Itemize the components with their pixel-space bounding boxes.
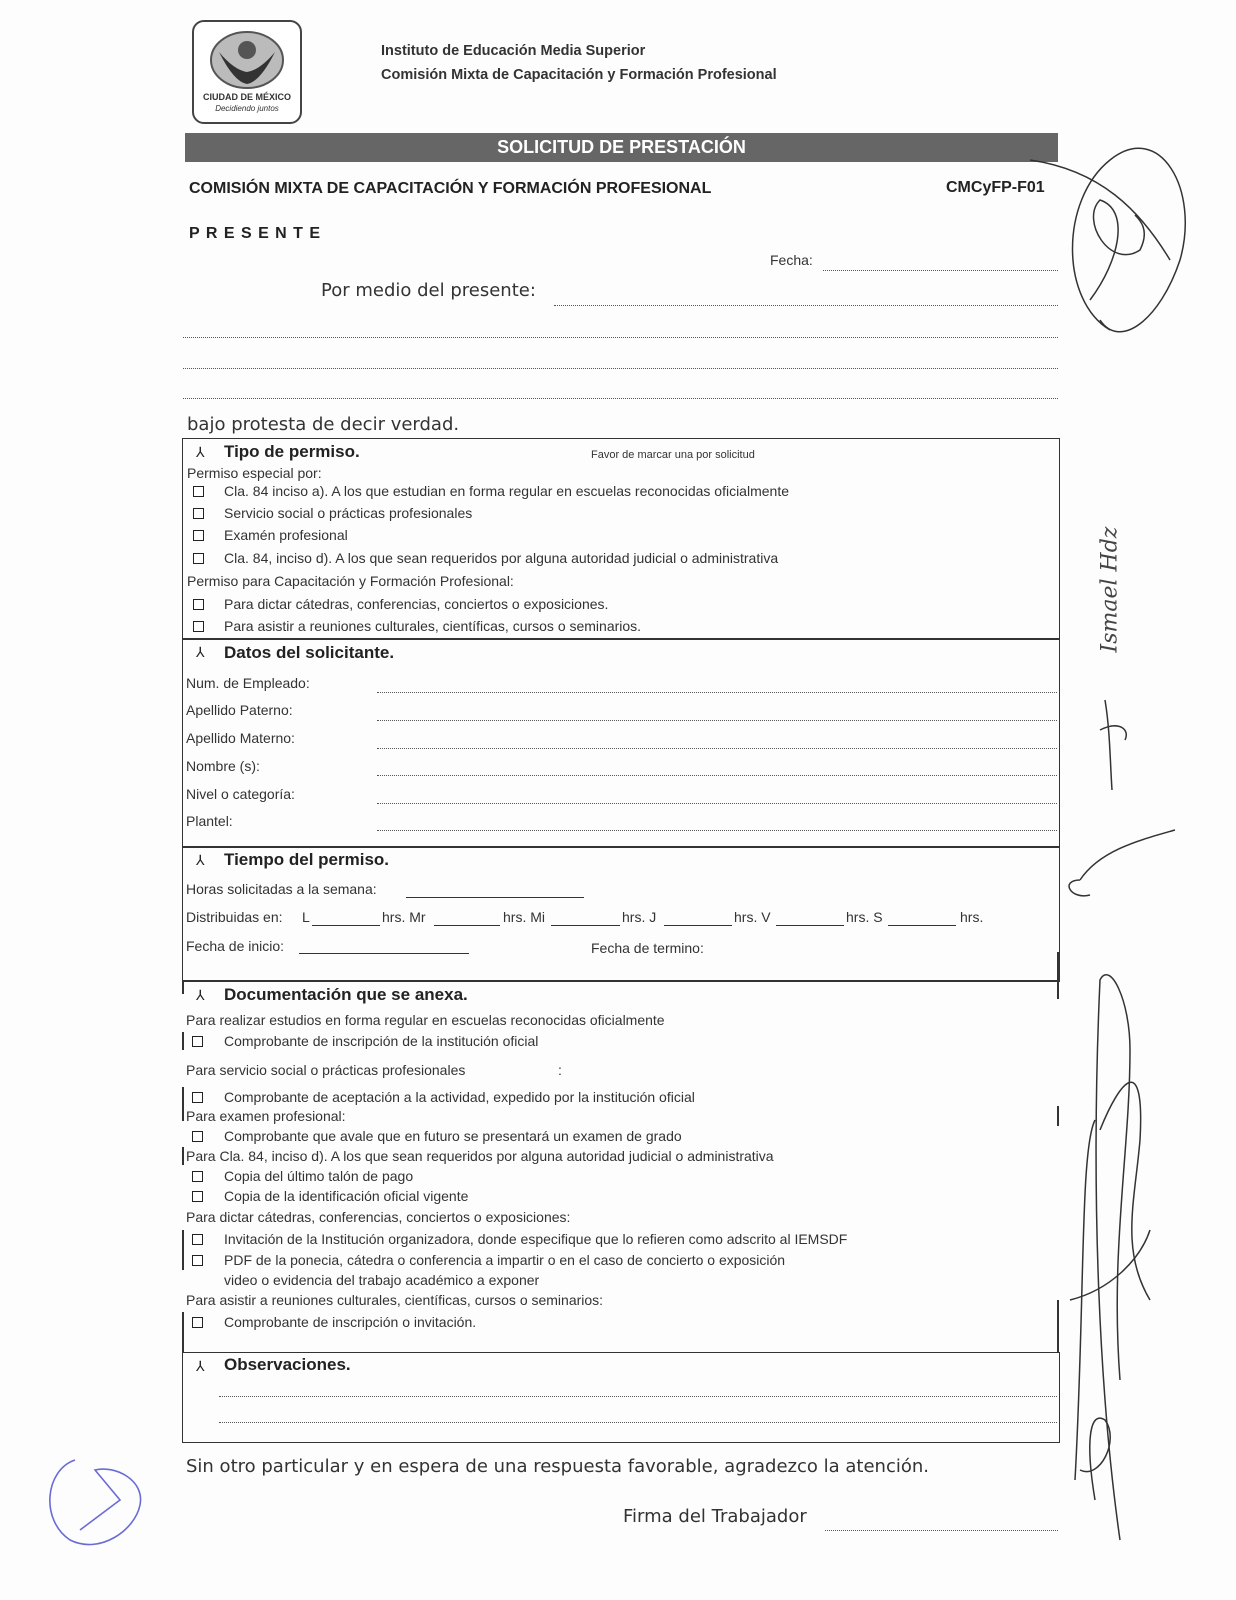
- docs-group-2-colon: :: [558, 1062, 562, 1078]
- docs-item-4: Copia del último talón de pago: [224, 1168, 414, 1184]
- field-label-nombre: Nombre (s):: [186, 758, 260, 774]
- tipo-option-5: Para dictar cátedras, conferencias, conciertos o exposiciones.: [224, 596, 609, 612]
- tipo-checkbox-1[interactable]: [193, 486, 204, 497]
- docs-right-edge-2: [1057, 1300, 1059, 1352]
- field-label-plantel: Plantel:: [186, 813, 233, 829]
- plantel-field[interactable]: [377, 830, 1057, 831]
- tipo-checkbox-5[interactable]: [193, 599, 204, 610]
- nombre-field[interactable]: [377, 775, 1057, 776]
- field-label-nivel: Nivel o categoría:: [186, 786, 295, 802]
- inicio-label: Fecha de inicio:: [186, 938, 285, 954]
- firma-label: Firma del Trabajador: [623, 1506, 807, 1527]
- datos-section: [182, 638, 1060, 848]
- docs-item-8: Comprobante de inscripción o invitación.: [224, 1314, 477, 1330]
- docs-item-3: Comprobante que avale que en futuro se presentará un examen de grado: [224, 1128, 682, 1144]
- nivel-field[interactable]: [377, 803, 1057, 804]
- margin-note: Ismael Hdz: [1097, 526, 1123, 653]
- logo-city-text: CIUDAD DE MÉXICO: [202, 92, 291, 102]
- form-code: CMCyFP-F01: [946, 179, 1045, 196]
- intro-text: Por medio del presente:: [321, 280, 536, 301]
- docs-title: Documentación que se anexa.: [224, 985, 468, 1004]
- tipo-checkbox-4[interactable]: [193, 553, 204, 564]
- institution-logo: [192, 20, 302, 124]
- dist-label: Distribuidas en:: [186, 909, 283, 925]
- docs-checkbox-3[interactable]: [192, 1131, 203, 1142]
- paterno-field[interactable]: [377, 720, 1057, 721]
- logo-tagline: Decidiendo juntos: [215, 104, 279, 113]
- docs-item-5: Copia de la identificación oficial vigente: [224, 1188, 469, 1204]
- docs-item-6: Invitación de la Institución organizadora, donde especifique que lo refieren como adscrito al IEMSDF: [224, 1231, 848, 1247]
- termino-label: Fecha de termino:: [591, 940, 704, 956]
- docs-bar-5: [182, 1230, 184, 1270]
- docs-checkbox-6[interactable]: [192, 1234, 203, 1245]
- docs-right-edge: [1057, 952, 1059, 999]
- day-hrs-end: hrs.: [960, 909, 984, 925]
- docs-item-1: Comprobante de inscripción de la institución oficial: [224, 1033, 539, 1049]
- form-title: SOLICITUD DE PRESTACIÓN: [185, 133, 1058, 162]
- obs-line-1[interactable]: [219, 1396, 1057, 1397]
- field-label-paterno: Apellido Paterno:: [186, 702, 293, 718]
- day-l: L: [302, 909, 310, 925]
- docs-group-6: Para asistir a reuniones culturales, científicas, cursos o seminarios:: [186, 1292, 604, 1308]
- docs-arrow-icon: ⅄: [196, 987, 205, 1003]
- intro-line-2[interactable]: [183, 337, 1058, 338]
- tipo-option-6: Para asistir a reuniones culturales, científicas, cursos o seminarios.: [224, 618, 642, 634]
- docs-item-7: PDF de la ponecia, cátedra o conferencia a impartir o en el caso de concierto o exposición: [224, 1252, 786, 1268]
- tipo-option-2: Servicio social o prácticas profesionales: [224, 505, 473, 521]
- tipo-option-1: Cla. 84 inciso a). A los que estudian en forma regular en escuelas reconocidas oficialmente: [224, 483, 789, 499]
- tipo-group-1: Permiso especial por:: [187, 465, 322, 481]
- docs-group-4: Para Cla. 84, inciso d). A los que sean requeridos por alguna autoridad judicial o administrativa: [186, 1148, 774, 1164]
- tipo-arrow-icon: ⅄: [196, 444, 205, 460]
- tiempo-title: Tiempo del permiso.: [224, 850, 390, 869]
- docs-section-top: [182, 980, 1058, 981]
- empleado-field[interactable]: [377, 692, 1057, 693]
- tipo-checkbox-2[interactable]: [193, 508, 204, 519]
- day-j: hrs. J: [622, 909, 657, 925]
- docs-checkbox-5[interactable]: [192, 1191, 203, 1202]
- commission-name: Comisión Mixta de Capacitación y Formación Profesional: [381, 67, 777, 83]
- day-v: hrs. V: [734, 909, 771, 925]
- docs-right-tick: [1057, 1106, 1059, 1126]
- firma-field[interactable]: [825, 1530, 1058, 1531]
- obs-line-2[interactable]: [219, 1422, 1057, 1423]
- field-label-materno: Apellido Materno:: [186, 730, 295, 746]
- datos-arrow-icon: ⅄: [196, 644, 205, 660]
- day-mr-field[interactable]: [434, 925, 500, 926]
- docs-group-5: Para dictar cátedras, conferencias, conciertos o exposiciones:: [186, 1209, 571, 1225]
- presente-label: P R E S E N T E: [189, 225, 322, 242]
- tiempo-arrow-icon: ⅄: [196, 852, 205, 868]
- day-s: hrs. S: [846, 909, 883, 925]
- day-mr: hrs. Mr: [382, 909, 426, 925]
- horas-label: Horas solicitadas a la semana:: [186, 881, 377, 897]
- day-mi-field[interactable]: [551, 925, 620, 926]
- intro-line-4[interactable]: [183, 398, 1058, 399]
- docs-group-2: Para servicio social o prácticas profesionales: [186, 1062, 466, 1078]
- docs-bar-6: [182, 1312, 184, 1352]
- tipo-option-4: Cla. 84, inciso d). A los que sean requeridos por alguna autoridad judicial o administrativa: [224, 550, 779, 566]
- datos-title: Datos del solicitante.: [224, 643, 395, 662]
- intro-line-3[interactable]: [183, 368, 1058, 369]
- tipo-note: Favor de marcar una por solicitud: [591, 449, 755, 461]
- docs-bar-2: [182, 1087, 184, 1121]
- intro-field[interactable]: [554, 305, 1058, 306]
- docs-checkbox-4[interactable]: [192, 1171, 203, 1182]
- docs-group-3: Para examen profesional:: [186, 1108, 346, 1124]
- margin-note-container: [1090, 460, 1130, 660]
- docs-checkbox-7[interactable]: [192, 1255, 203, 1266]
- day-l-field[interactable]: [312, 925, 380, 926]
- horas-field[interactable]: [406, 897, 584, 898]
- logo-emblem-icon: [194, 22, 300, 92]
- docs-checkbox-2[interactable]: [192, 1092, 203, 1103]
- day-j-field[interactable]: [664, 925, 732, 926]
- fecha-field[interactable]: [823, 270, 1058, 271]
- protest-text: bajo protesta de decir verdad.: [187, 414, 460, 435]
- field-label-empleado: Num. de Empleado:: [186, 675, 310, 691]
- fecha-label: Fecha:: [770, 252, 813, 268]
- docs-item-2: Comprobante de aceptación a la actividad, expedido por la institución oficial: [224, 1089, 695, 1105]
- tipo-title: Tipo de permiso.: [224, 442, 360, 461]
- day-v-field[interactable]: [776, 925, 844, 926]
- institute-name: Instituto de Educación Media Superior: [381, 43, 646, 59]
- materno-field[interactable]: [377, 748, 1057, 749]
- tipo-checkbox-6[interactable]: [193, 621, 204, 632]
- inicio-field[interactable]: [299, 953, 469, 954]
- tipo-option-3: Examén profesional: [224, 527, 348, 543]
- obs-arrow-icon: ⅄: [196, 1358, 205, 1374]
- docs-bar-4: [182, 1147, 184, 1165]
- docs-bar-1: [182, 1032, 184, 1050]
- docs-checkbox-1[interactable]: [192, 1036, 203, 1047]
- docs-left-edge: [182, 980, 184, 994]
- docs-checkbox-8[interactable]: [192, 1317, 203, 1328]
- addressee: COMISIÓN MIXTA DE CAPACITACIÓN Y FORMACIÓN PROFESIONAL: [189, 180, 712, 197]
- day-s-field[interactable]: [888, 925, 956, 926]
- tipo-group-2: Permiso para Capacitación y Formación Profesional:: [187, 573, 514, 589]
- day-mi: hrs. Mi: [503, 909, 545, 925]
- obs-title: Observaciones.: [224, 1355, 351, 1374]
- docs-group-1: Para realizar estudios en forma regular en escuelas reconocidas oficialmente: [186, 1012, 665, 1028]
- tipo-checkbox-3[interactable]: [193, 530, 204, 541]
- docs-item-7-cont: video o evidencia del trabajo académico a exponer: [224, 1272, 540, 1288]
- closing-text: Sin otro particular y en espera de una respuesta favorable, agradezco la atención.: [186, 1456, 930, 1477]
